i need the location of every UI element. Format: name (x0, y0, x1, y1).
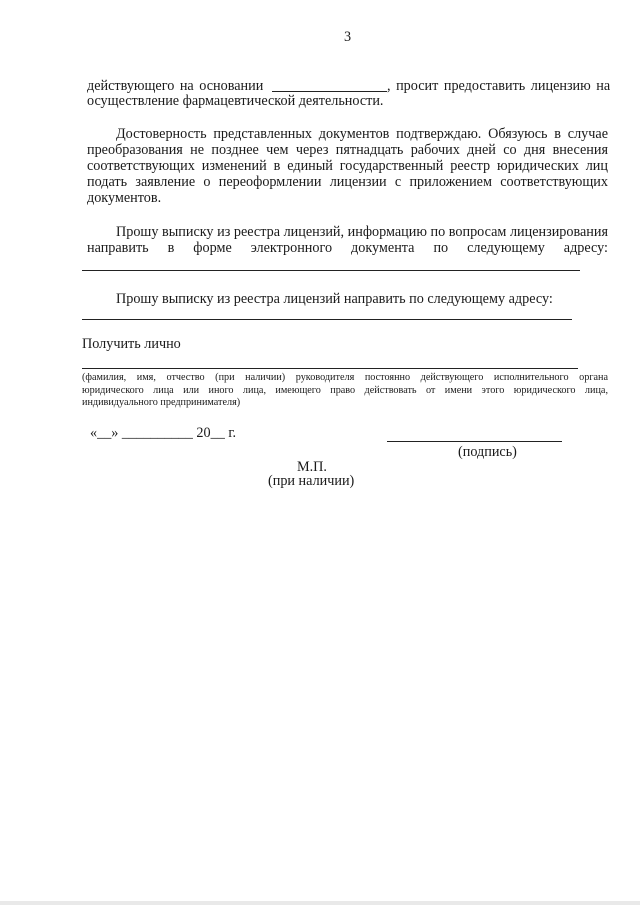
date-year-blank: __ (210, 425, 225, 441)
date-open-quote: « (90, 425, 98, 441)
signature-line (387, 441, 562, 442)
name-caption-line2: юридического лица или иного лица, имеющего право действовать от имени этого юридического лица, (82, 385, 608, 396)
para2-line2: преобразования не позднее чем через пятнадцать рабочих дней со дня внесения (87, 142, 608, 158)
date-year-prefix: 20 (196, 425, 211, 441)
para4-line1: Прошу выписку из реестра лицензий направить по следующему адресу: (116, 291, 553, 307)
date-close-quote: » (111, 425, 119, 441)
date-year-suffix: г. (228, 425, 237, 441)
para2-line1: Достоверность представленных документов подтверждаю. Обязуюсь в случае (116, 126, 608, 142)
para2-line3: соответствующих изменений в единый государственный реестр юридических лиц (87, 158, 608, 174)
page-number: 3 (344, 29, 352, 45)
receive-in-person-label: Получить лично (82, 336, 181, 352)
para3-line2: направить в форме электронного документа по следующему адресу: (87, 240, 608, 256)
basis-blank-line (272, 91, 387, 92)
para1-line2: осуществление фармацевтической деятельности. (87, 93, 384, 109)
para1-line1-end: , просит предоставить лицензию на (387, 78, 611, 94)
date-field (90, 425, 236, 442)
scan-bottom-edge (0, 901, 640, 905)
signature-caption: (подпись) (458, 444, 517, 460)
stamp-label: М.П. (297, 459, 327, 475)
stamp-note: (при наличии) (268, 473, 355, 489)
postal-address-line (82, 319, 572, 320)
name-caption-line3: индивидуального предпринимателя) (82, 397, 241, 408)
date-month-blank: __________ (121, 425, 193, 441)
name-caption-line1: (фамилия, имя, отчество (при наличии) руководителя постоянно действующего исполнительного органа (82, 372, 608, 383)
para2-line5: документов. (87, 190, 162, 206)
para1-line1-start: действующего на основании (87, 78, 264, 94)
email-address-line (82, 270, 580, 271)
date-day-blank: __ (97, 425, 112, 441)
para3-line1: Прошу выписку из реестра лицензий, информацию по вопросам лицензирования (116, 224, 608, 240)
full-name-line (82, 368, 578, 369)
para2-line4: подать заявление о переоформлении лицензии с приложением соответствующих (87, 174, 608, 190)
